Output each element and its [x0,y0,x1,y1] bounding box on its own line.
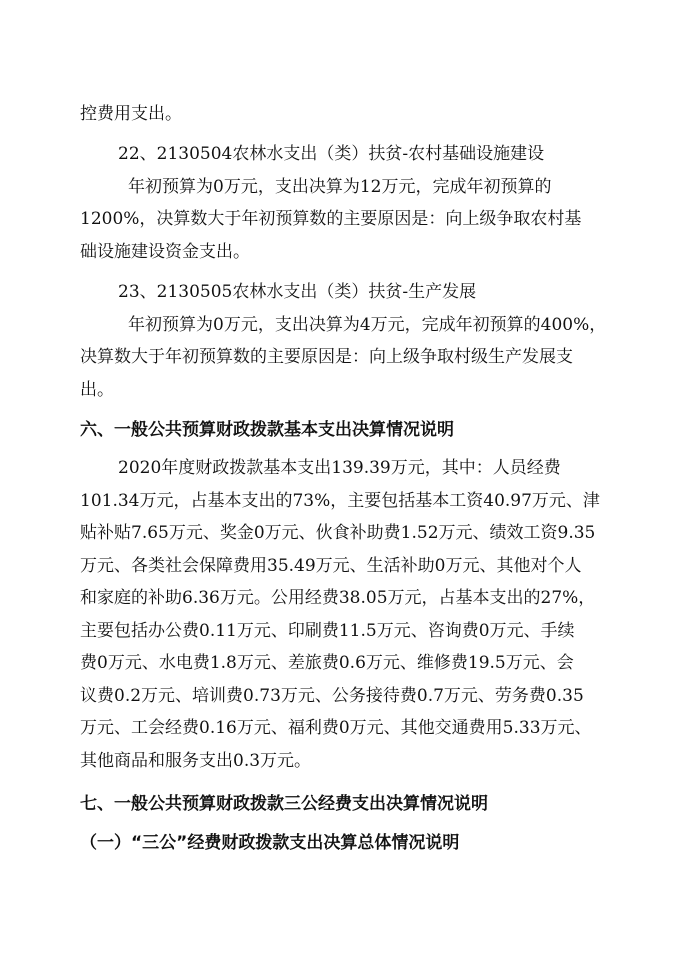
paragraph-line: 控费用支出。 [80,104,182,124]
paragraph-line: 出。 [80,380,114,400]
item-heading-22: 22、2130504农林水支出（类）扶贫-农村基础设施建设 [118,144,545,164]
paragraph-line: 其他商品和服务支出0.3万元。 [80,751,312,771]
paragraph-line: 费0万元、水电费1.8万元、差旅费0.6万元、维修费19.5万元、会 [80,653,574,673]
subsection-heading-1: （一）“三公”经费财政拨款支出决算总体情况说明 [80,833,460,853]
paragraph-line: 万元、工会经费0.16万元、福利费0万元、其他交通费用5.33万元、 [80,718,592,738]
paragraph-line: 101.34万元，占基本支出的73%，主要包括基本工资40.97万元、津 [80,491,600,511]
paragraph-line: 础设施建设资金支出。 [80,242,250,262]
paragraph-line: 2020年度财政拨款基本支出139.39万元，其中：人员经费 [118,458,561,478]
paragraph-line: 贴补贴7.65万元、奖金0万元、伙食补助费1.52万元、绩效工资9.35 [80,523,596,543]
paragraph-line: 年初预算为0万元，支出决算为12万元，完成年初预算的 [128,177,552,197]
paragraph-line: 万元、各类社会保障费用35.49万元、生活补助0万元、其他对个人 [80,556,582,576]
paragraph-line: 年初预算为0万元，支出决算为4万元，完成年初预算的400%， [128,315,607,335]
paragraph-line: 议费0.2万元、培训费0.73万元、公务接待费0.7万元、劳务费0.35 [80,686,584,706]
paragraph-line: 决算数大于年初预算数的主要原因是：向上级争取村级生产发展支 [80,347,573,367]
paragraph-line: 和家庭的补助6.36万元。公用经费38.05万元，占基本支出的27%， [80,588,596,608]
section-heading-6: 六、一般公共预算财政拨款基本支出决算情况说明 [80,420,454,440]
paragraph-line: 1200%，决算数大于年初预算数的主要原因是：向上级争取农村基 [80,209,582,229]
paragraph-line: 主要包括办公费0.11万元、印刷费11.5万元、咨询费0万元、手续 [80,621,575,641]
item-heading-23: 23、2130505农林水支出（类）扶贫-生产发展 [118,282,477,302]
section-heading-7: 七、一般公共预算财政拨款三公经费支出决算情况说明 [80,794,488,814]
